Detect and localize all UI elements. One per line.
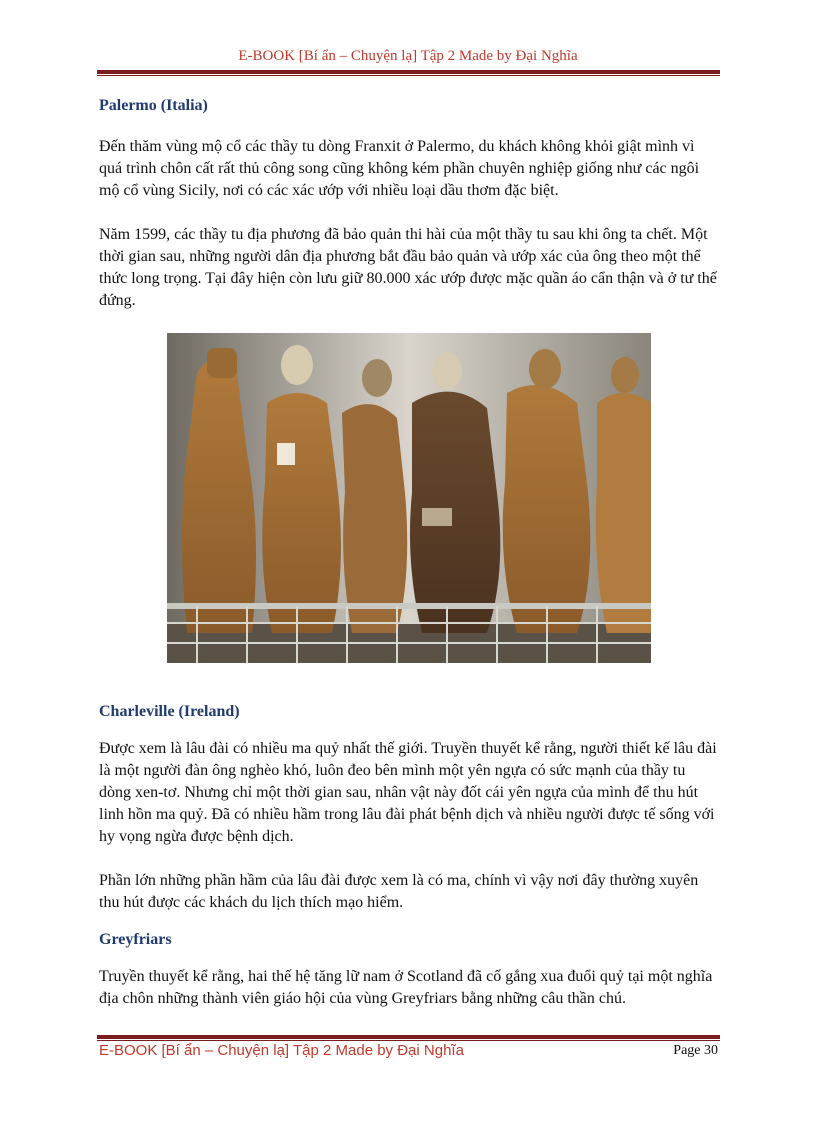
page-header-title: E-BOOK [Bí ẩn – Chuyện lạ] Tập 2 Made by Đại Nghĩa xyxy=(238,48,578,64)
section-heading-greyfriars: Greyfriars xyxy=(99,931,172,948)
paragraph-palermo-1: Đến thăm vùng mộ cổ các thầy tu dòng Franxit ở Palermo, du khách không khỏi giật mình vì quá trình chôn cất rất thủ công song cũng không kém phần chuyên nghiệp giống như các ngôi mộ cổ vùng Sicily, nơi có các xác ướp với nhiều loại dầu thơm đặc biệt. xyxy=(99,138,700,199)
paragraph-greyfriars-1: Truyền thuyết kể rằng, hai thế hệ tăng lữ nam ở Scotland đã cố gắng xua đuổi quỷ tại một nghĩa địa chôn những thành viên giáo hội của vùng Greyfriars bằng những câu thần chú. xyxy=(99,968,713,1007)
mummies-photo xyxy=(167,333,651,663)
section-heading-charleville: Charleville (Ireland) xyxy=(99,703,240,720)
header-rule xyxy=(97,70,720,76)
paragraph-charleville-2: Phần lớn những phần hầm của lâu đài được xem là có ma, chính vì vậy nơi đây thường xuyên thu hút được các khách du lịch thích mạo hiểm. xyxy=(99,872,699,911)
section-heading-palermo: Palermo (Italia) xyxy=(99,97,208,114)
page-content-lower xyxy=(99,702,719,1010)
page-footer-title: E-BOOK [Bí ẩn – Chuyện lạ] Tập 2 Made by Đại Nghĩa xyxy=(99,1042,464,1059)
paragraph-palermo-2: Năm 1599, các thầy tu địa phương đã bảo quản thi hài của một thầy tu sau khi ông ta chết. Một thời gian sau, những người dân địa phương bắt đầu bảo quản và ướp xác của ông theo một thể thức long trọng. Tại đây hiện còn lưu giữ 80.000 xác ướp được mặc quần áo cẩn thận và ở tư thế đứng. xyxy=(99,226,717,309)
paragraph-charleville-1: Được xem là lâu đài có nhiều ma quỷ nhất thế giới. Truyền thuyết kể rằng, người thiết kế lâu đài là một người đàn ông nghèo khó, luôn đeo bên mình một yên ngựa có sức mạnh của thầy tu dòng xen-tơ. Nhưng chỉ một thời gian sau, nhân vật này đốt cái yên ngựa của mình để thu hút linh hồn ma quỷ. Đã có nhiều hầm trong lâu đài phát bệnh dịch và nhiều người được tế sống với hy vọng ngừa được bệnh dịch. xyxy=(99,740,717,845)
page-number: Page 30 xyxy=(673,1043,718,1058)
page-content xyxy=(99,96,719,312)
footer-rule xyxy=(97,1035,720,1041)
